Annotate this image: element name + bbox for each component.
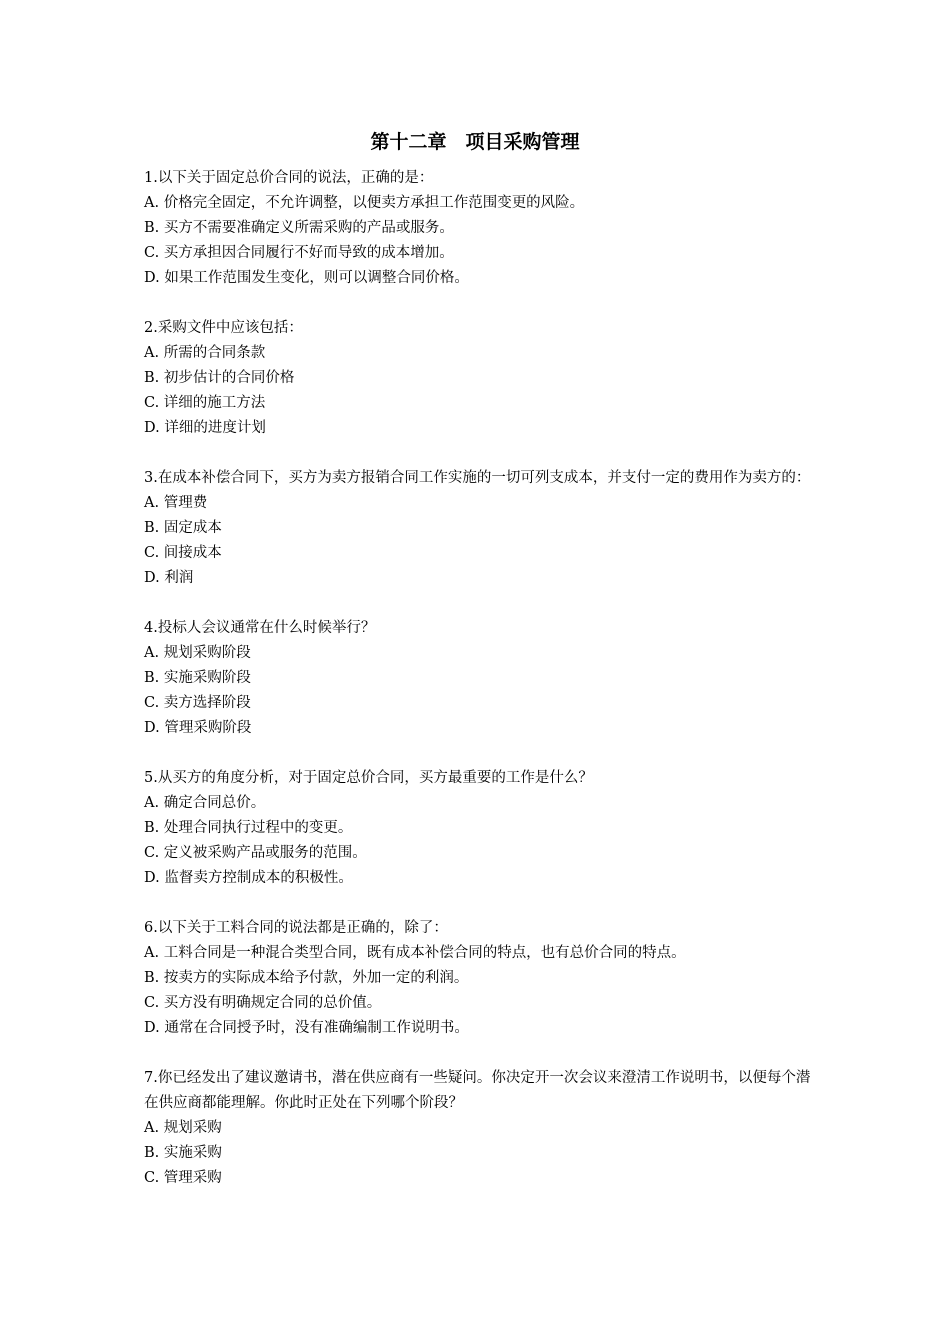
question-5 [144,766,814,891]
option-a: A. 规划采购 [144,1120,222,1136]
option-d: D. 如果工作范围发生变化，则可以调整合同价格。 [144,270,469,286]
option-b: B. 处理合同执行过程中的变更。 [144,820,353,836]
question-text: 2.采购文件中应该包括： [144,320,303,336]
option-c: C. 详细的施工方法 [144,395,266,411]
option-c: C. 管理采购 [144,1170,222,1186]
question-text: 4.投标人会议通常在什么时候举行？ [144,620,376,636]
option-a: A. 规划采购阶段 [144,645,251,661]
option-c: C. 定义被采购产品或服务的范围。 [144,845,367,861]
option-a: A. 所需的合同条款 [144,345,266,361]
question-1 [144,166,814,291]
question-text: 6.以下关于工料合同的说法都是正确的，除了： [144,920,448,936]
option-c: C. 间接成本 [144,545,222,561]
option-b: B. 实施采购阶段 [144,670,251,686]
question-text: 5.从买方的角度分析，对于固定总价合同，买方最重要的工作是什么？ [144,770,593,786]
option-a: A. 管理费 [144,495,208,511]
question-text: 1.以下关于固定总价合同的说法，正确的是： [144,170,434,186]
question-list [144,166,814,1216]
question-4 [144,616,814,741]
option-d: D. 监督卖方控制成本的积极性。 [144,870,353,886]
question-2 [144,316,814,441]
option-b: B. 初步估计的合同价格 [144,370,295,386]
option-c: C. 买方承担因合同履行不好而导致的成本增加。 [144,245,454,261]
option-d: D. 通常在合同授予时，没有准确编制工作说明书。 [144,1020,469,1036]
question-text: 7.你已经发出了建议邀请书，潜在供应商有一些疑问。你决定开一次会议来澄清工作说明书，以便每个潜在供应商都能理解。你此时正处在下列哪个阶段？ [144,1070,811,1111]
option-a: A. 工料合同是一种混合类型合同，既有成本补偿合同的特点，也有总价合同的特点。 [144,945,686,961]
option-d: D. 利润 [144,570,194,586]
question-7 [144,1066,814,1191]
question-6 [144,916,814,1041]
option-a: A. 价格完全固定，不允许调整，以便卖方承担工作范围变更的风险。 [144,195,585,211]
option-b: B. 买方不需要准确定义所需采购的产品或服务。 [144,220,454,236]
option-b: B. 实施采购 [144,1145,222,1161]
option-b: B. 按卖方的实际成本给予付款，外加一定的利润。 [144,970,469,986]
option-c: C. 买方没有明确规定合同的总价值。 [144,995,382,1011]
option-d: D. 管理采购阶段 [144,720,252,736]
option-b: B. 固定成本 [144,520,222,536]
question-text: 3.在成本补偿合同下，买方为卖方报销合同工作实施的一切可列支成本，并支付一定的费用作为卖方的： [144,470,811,486]
option-a: A. 确定合同总价。 [144,795,266,811]
option-d: D. 详细的进度计划 [144,420,266,436]
option-c: C. 卖方选择阶段 [144,695,251,711]
question-3 [144,466,814,591]
chapter-title: 第十二章 项目采购管理 [370,131,580,153]
